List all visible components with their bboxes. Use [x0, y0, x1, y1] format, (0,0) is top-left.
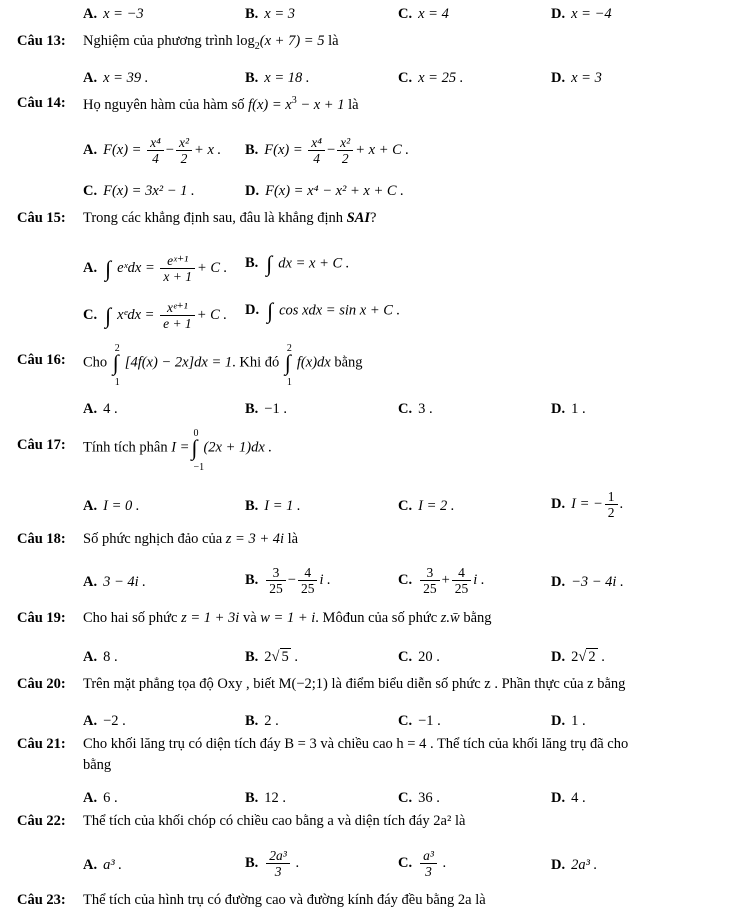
option-a: −2 .	[103, 713, 126, 729]
option-b: B. $\frac{3}{25}$ − $\frac{4}{25}$ i .	[245, 565, 331, 596]
question-label: Câu 17:	[17, 437, 66, 453]
option-b: x = 3	[264, 6, 296, 22]
question-text-cont: bằng	[83, 757, 112, 773]
option-d: 2a³ .	[571, 857, 598, 873]
option-d: D. 2√ 2 .	[551, 649, 605, 665]
option-c: 36 .	[418, 790, 440, 806]
fraction: $\frac{3}{25}$	[420, 565, 440, 596]
option-b: B. F(x) = $\frac{\text{x⁴}}{4}$ − $\frac{\text{x²}}{2}$ + x + C .	[245, 135, 410, 166]
exam-page: A. x = −3 B. x = 3 C. x = 4 D. x = −4 Câu 13: Nghiệm của phương trình $\log_2(x + 7) = 5$ là A. x = 39 . B. x = 18 . C. x = 25 . D. x = 3 Câu 14: Họ nguyên hàm của hàm số $f(x) = x^3 - x + 1$ là A. F(x) = $\frac{\text{x⁴}}{4}$ − $\frac{\text{x²}}{2}$ + x . B. F(x) = $\frac{\text{x⁴}}{4}$ − $\frac{\text{x²}}{2}$ + x + C . C. F(x) = 3x² − 1 . D. F(x) = x⁴ − x² + x + C . Câu 15: Trong các khẳng định sau, đâu là khẳng định SAI? A. ∫ eˣdx = $\frac{\text{eˣ⁺¹}}{x + 1}$ + C . B. ∫ dx = x + C . C. ∫ xᵉdx = $\frac{\text{xᵉ⁺¹}}{e + 1}$ + C . D. ∫ cos xdx = sin x + C . Câu 16: Cho ∫ 2 1 [4f(x) − 2x]dx = 1. Khi đó ∫ 2 1 f(x)dx bằng A. 4 . B. −1 . C. 3 . D. 1 . Câu 17: Tính tích phân I =∫ 0 −1 (2x + 1)dx . A. I = 0 . B. I = 1 . C. I = 2 . D. I = − $\frac{1}{2}$ . Câu 18: Số phức nghịch đảo của z = 3 + 4i là A. 3 − 4i . B. $\frac{3}{25}$ − $\frac{4}{25}$ i . C. $\frac{3}{25}$ + $\frac{4}{25}$ i . D. −3 − 4i . Câu 19: Cho hai số phức z = 1 + 3i và w = 1 + i. Môđun của số phức z.w̄ bằng A. 8 . B. 2√ 5 . C. 20 . D. 2√ 2 . Câu 20: Trên mặt phẳng tọa độ Oxy , biết M(−2;1) là điểm biểu diễn số phức z . Phần thực của z bằng A. −2 . B. 2 . C. −1 . D. 1 . Câu 21: Cho khối lăng trụ có diện tích đáy B = 3 và chiều cao h = 4 . Thể tích của khối lăng trụ đã cho bằng A. 6 . B. 12 . C. 36 . D. 4 . Câu 22: Thể tích của khối chóp có chiều cao bằng a và diện tích đáy 2a² là A. a³ . B. $\frac{\text{2a³}}{3}$ . C. $\frac{\text{a³}}{3}$ . D. 2a³ . Câu 23: Thể tích của hình trụ có đường cao và đường kính đáy đều bằng 2a là	[17, 6, 629, 908]
option-c: C. $\frac{3}{25}$ + $\frac{4}{25}$ i .	[398, 565, 485, 596]
option-c: F(x) = 3x² − 1 .	[103, 183, 195, 199]
integral-sign: ∫	[105, 255, 112, 281]
fraction: $\frac{\text{x⁴}}{4}$	[147, 135, 164, 166]
integral-sign: ∫	[267, 298, 274, 323]
question-text: Nghiệm của phương trình $\log_2(x + 7) = 5$ là	[83, 33, 339, 52]
option-d: x = 3	[571, 70, 602, 86]
option-a: 8 .	[103, 649, 118, 665]
question-text: Cho ∫ 2 1 [4f(x) − 2x]dx = 1. Khi đó ∫ 2 1 f(x)dx bằng	[83, 343, 363, 388]
question-label: Câu 20:	[17, 676, 66, 692]
option-a: x = −3	[103, 6, 144, 22]
option-c: 20 .	[418, 649, 440, 665]
option-b: I = 1 .	[264, 498, 301, 514]
question-label: Câu 16:	[17, 352, 66, 368]
option-b: −1 .	[264, 401, 287, 417]
fraction: $\frac{4}{25}$	[298, 565, 318, 596]
fraction: $\frac{\text{x²}}{2}$	[176, 135, 192, 166]
option-a: 6 .	[103, 790, 118, 806]
question-label: Câu 22:	[17, 813, 66, 829]
integral-sign: ∫ 0 −1	[191, 428, 205, 473]
option-letter: C.	[398, 6, 413, 22]
question-text: Thể tích của khối chóp có chiều cao bằng a và diện tích đáy 2a² là	[83, 813, 466, 829]
question-text: Số phức nghịch đảo của z = 3 + 4i là	[83, 531, 299, 547]
option-b: B. ∫ dx = x + C .	[245, 251, 350, 276]
option-b: B. 2√ 5 .	[245, 649, 299, 665]
integral-sign: ∫ 2 1	[284, 343, 292, 388]
fraction: $\frac{\text{a³}}{3}$	[420, 848, 437, 879]
option-c: I = 2 .	[418, 498, 455, 514]
option-a: 3 − 4i .	[103, 574, 146, 590]
question-label: Câu 13:	[17, 33, 66, 49]
question-text: Trong các khẳng định sau, đâu là khẳng định SAI?	[83, 210, 377, 226]
option-d: x = −4	[571, 6, 612, 22]
option-c: x = 25 .	[418, 70, 464, 86]
option-d: D. ∫ cos xdx = sin x + C .	[245, 298, 401, 323]
fraction: $\frac{4}{25}$	[452, 565, 472, 596]
option-a: A. ∫ eˣdx = $\frac{\text{eˣ⁺¹}}{x + 1}$ + C .	[83, 253, 228, 284]
option-a: I = 0 .	[103, 498, 140, 514]
fraction: $\frac{\text{eˣ⁺¹}}{x + 1}$	[160, 253, 195, 284]
option-b: 12 .	[264, 790, 287, 806]
question-label: Câu 21:	[17, 736, 66, 752]
integral-sign: ∫	[266, 251, 273, 276]
question-label: Câu 23:	[17, 892, 66, 908]
question-label: Câu 19:	[17, 610, 66, 626]
option-b: 2 .	[264, 713, 279, 729]
fraction: $\frac{\text{x⁴}}{4}$	[308, 135, 325, 166]
option-b: x = 18 .	[264, 70, 310, 86]
option-d: F(x) = x⁴ − x² + x + C .	[265, 183, 404, 199]
option-c: 3 .	[418, 401, 433, 417]
question-text: Họ nguyên hàm của hàm số $f(x) = x^3 - x + 1$ là	[83, 95, 359, 113]
question-text: Tính tích phân I =∫ 0 −1 (2x + 1)dx .	[83, 428, 273, 473]
question-text: Thể tích của hình trụ có đường cao và đường kính đáy đều bằng 2a là	[83, 892, 486, 908]
option-c: C. $\frac{\text{a³}}{3}$ .	[398, 848, 447, 879]
fraction: $\frac{\text{2a³}}{3}$	[266, 848, 290, 879]
option-letter: B.	[245, 6, 259, 22]
fraction: $\frac{\text{xᵉ⁺¹}}{e + 1}$	[160, 300, 195, 331]
question-label: Câu 18:	[17, 531, 66, 547]
option-d: D. I = − $\frac{1}{2}$ .	[551, 489, 624, 520]
option-a: x = 39 .	[103, 70, 149, 86]
question-text: Trên mặt phẳng tọa độ Oxy , biết M(−2;1) là điểm biểu diễn số phức z . Phần thực của z bằng	[83, 676, 626, 692]
option-letter: D.	[551, 6, 566, 22]
option-d: 1 .	[571, 401, 586, 417]
option-letter: A.	[83, 6, 98, 22]
question-text: Cho khối lăng trụ có diện tích đáy B = 3 và chiều cao h = 4 . Thể tích của khối lăng trụ đã cho	[83, 736, 629, 752]
option-d: −3 − 4i .	[571, 574, 624, 590]
option-c: −1 .	[418, 713, 441, 729]
option-a: A. F(x) = $\frac{\text{x⁴}}{4}$ − $\frac{\text{x²}}{2}$ + x .	[83, 135, 222, 166]
option-c: x = 4	[418, 6, 449, 22]
option-d: 4 .	[571, 790, 586, 806]
option-d: 1 .	[571, 713, 586, 729]
fraction: $\frac{1}{2}$	[605, 489, 618, 520]
fraction: $\frac{\text{x²}}{2}$	[337, 135, 353, 166]
question-text: Cho hai số phức z = 1 + 3i và w = 1 + i. Môđun của số phức z.w̄ bằng	[83, 610, 492, 626]
option-a: a³ .	[103, 857, 122, 873]
option-c: C. ∫ xᵉdx = $\frac{\text{xᵉ⁺¹}}{e + 1}$ + C .	[83, 300, 228, 331]
option-b: B. $\frac{\text{2a³}}{3}$ .	[245, 848, 300, 879]
question-label: Câu 14:	[17, 95, 66, 111]
integral-sign: ∫ 2 1	[112, 343, 120, 388]
integral-sign: ∫	[105, 302, 112, 328]
question-label: Câu 15:	[17, 210, 66, 226]
option-a: 4 .	[103, 401, 118, 417]
fraction: $\frac{3}{25}$	[266, 565, 286, 596]
